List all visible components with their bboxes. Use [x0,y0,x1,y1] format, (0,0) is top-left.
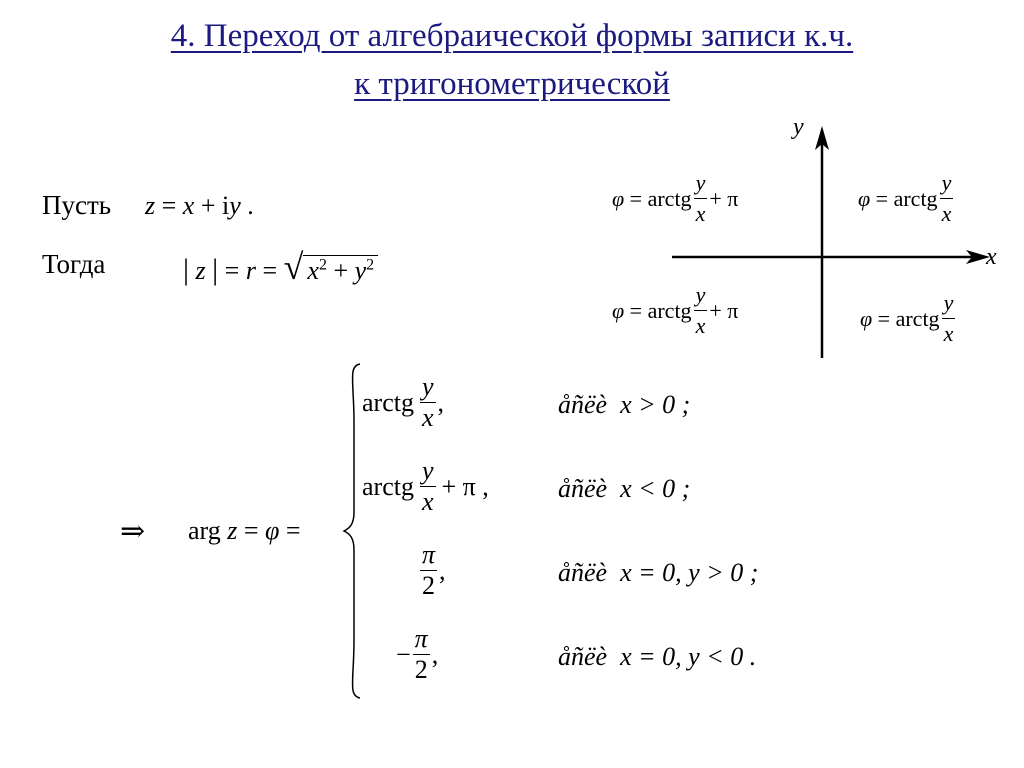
case-row-2: arctg $\frac{y}{x}$ + π , [362,456,489,516]
let-formula: z = x + iy . [145,191,254,220]
case-condition-4: åñëè x = 0, y < 0 . [558,642,757,671]
quadrant-1-formula: φ = arctg $\frac{y}{x}$ [858,170,952,226]
case-condition-3: åñëè x = 0, y > 0 ; [558,558,759,587]
quadrant-2-formula: φ = arctg $\frac{y}{x}$ + π [612,170,739,226]
implies-symbol: ⇒ [120,515,146,548]
quadrant-3-formula: φ = arctg $\frac{y}{x}$ + π [612,282,739,338]
slide-title-line1: 4. Переход от алгебраической формы записи к.ч. [170,18,854,54]
case-row-3: $\frac{\pi}{2}$ , [422,540,446,600]
arg-formula-lhs: arg z = φ = [188,516,301,545]
case-condition-1: åñëè x > 0 ; [558,390,691,419]
slide-title-line2: к тригонометрической [354,66,670,102]
let-label: Пусть [42,190,112,220]
then-label: Тогда [42,249,106,279]
quadrant-4-formula: φ = arctg $\frac{y}{x}$ [860,290,954,346]
case-condition-2: åñëè x < 0 ; [558,474,691,503]
case-row-4: − $\frac{\pi}{2}$ , [396,624,439,684]
modulus-formula: | z | = r = √ $x^2 + y^2$ [183,246,378,288]
y-axis-label: y [793,114,804,140]
case-row-1: arctg $\frac{y}{x}$ , [362,372,445,432]
x-axis-label: x [986,244,997,270]
